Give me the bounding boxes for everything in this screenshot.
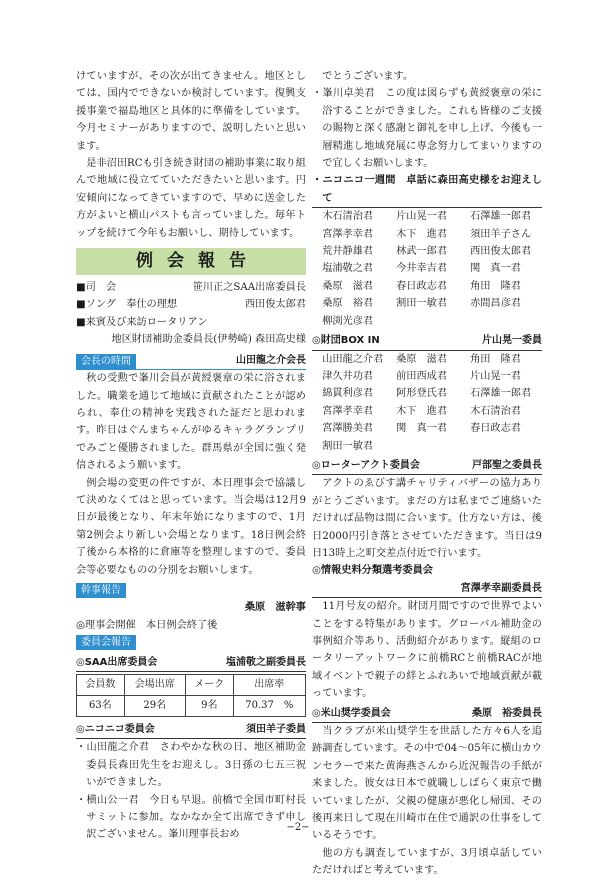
committee-tag: 委員会報告: [76, 635, 136, 650]
table-header-row: [77, 675, 306, 696]
list-item: 木石清治君: [322, 211, 374, 223]
mine-item: ・峯川卓美君 この度は図らずも黄綬褒章の栄に浴することができました。これも皆様のご支援の賜物と深く感謝と御礼を申し上げ、今後も一層精進し地域発展に専念努力してまいりますので宜しくお願いします。: [312, 88, 542, 170]
list-item: 津久井功君: [322, 370, 374, 382]
list-item: 桑原 裕君: [322, 298, 374, 310]
list-item: 宮澤孝幸君: [322, 405, 374, 417]
rac-header: [312, 457, 542, 475]
weekly-names: [312, 208, 542, 330]
list-item: 片山晃一君: [470, 370, 521, 382]
meeting-report-heading: 例会報告: [76, 248, 306, 275]
president-name: 山田龍之介会長: [236, 354, 306, 366]
list-item: 宮澤勝美君: [322, 423, 374, 435]
list-item: 宮澤孝幸君: [322, 228, 374, 240]
list-item: 桑原 滋君: [396, 353, 448, 365]
rac-paragraph: アクトのゑびす講チャリティバザーの協力ありがとうございます。まだの方は私までご連絡いただければ品物は間に合います。仕方ない方は、後日2000円引き落とさせていただきます。当日は9日13時上之町交差点付近で行います。: [312, 478, 542, 559]
yone-header: [312, 705, 542, 723]
box-names: [312, 351, 542, 455]
rac-title: ◎ローターアクト委員会: [312, 459, 420, 471]
weekly-title: ・ニコニコ一週間 卓話に森田高史様をお迎えして: [312, 172, 542, 208]
program-label: ■ソング 奉仕の理想: [76, 299, 178, 311]
program-value: 西田俊太郎君: [244, 299, 306, 311]
list-item: 角田 隆君: [470, 280, 521, 292]
table-header-cell: メーク: [185, 675, 233, 696]
attendance-table: [76, 674, 306, 717]
box-name: 片山晃一委員: [482, 335, 542, 347]
niko-title: ◎ニコニコ委員会: [76, 724, 155, 735]
saa-title: ◎SAA出席委員会: [76, 656, 158, 668]
president-tag: 会長の時間: [76, 354, 136, 369]
table-header-cell: 会員数: [77, 675, 125, 696]
box-title: ◎財団BOX IN: [312, 335, 380, 347]
list-item: 山田龍之介君: [322, 353, 384, 365]
list-item: 春日政志君: [470, 423, 521, 435]
list-item: 桑原 滋君: [322, 280, 374, 292]
info-paragraph: 11月号友の紹介。財団月間ですので世界でよいことをする特集があります。グローバル補助金の事例紹介等あり、活動紹介があります。縦組のロータリーアットワークに前橋RCと前橋RACが地域イベントで親子の絆とふれあいで地域貢献が載っています。: [312, 601, 542, 700]
table-cell: 70.37 %: [233, 696, 305, 717]
list-item: 阿形登氏君: [396, 388, 448, 400]
saa-header: [76, 654, 306, 672]
table-row: [77, 696, 306, 717]
yone-name: 桑原 裕委員長: [472, 707, 542, 719]
table-header-cell: 出席率: [233, 675, 305, 696]
program-chair: [76, 279, 306, 296]
list-item: 木下 進君: [396, 405, 448, 417]
table-cell: 63名: [77, 696, 125, 717]
list-item: 林武一郎君: [396, 246, 448, 258]
guest-line: 地区財団補助金委員長(伊勢崎) 森田高史様: [111, 334, 306, 346]
program-label: ■来賓及び来訪ロータリアン: [76, 316, 208, 328]
page-number: −2−: [286, 822, 310, 833]
table-cell: 29名: [124, 696, 185, 717]
program-label: ■司 会: [76, 282, 117, 294]
rac-name: 戸部聖之委員長: [472, 459, 542, 471]
list-item: 石澤雄一郎君: [470, 211, 532, 223]
niko-item-2: ・横山公一君 今日も早退。前橋で全国市町村長サミットに参加。なかなか全て出席できず申し訳ございません。峯川理事長おめ: [76, 794, 306, 841]
list-item: 塩浦敬之君: [322, 263, 374, 275]
info-title: ◎情報史料分類選考委員会: [312, 565, 433, 577]
list-item: 赤間昌彦君: [470, 298, 521, 310]
niko-name: 須田羊子委員: [246, 724, 306, 735]
president-section-header: [76, 352, 306, 370]
table-cell: 9名: [185, 696, 233, 717]
right-column: [312, 68, 542, 880]
niko-item-1: ・山田龍之介君 さわやかな秋の日、地区補助金委員長森田先生をお迎えし。3日孫の七五三祝いができました。: [76, 742, 306, 789]
left-column: [76, 68, 306, 844]
president-paragraph-2: 例会場の変更の件ですが、本日理事会で協議して決めなくてはと思っています。当会場は12月9日が最後となり、年末年始になりますので、1月第2例会より新しい会場となります。18日例会終了後から本格的に倉庫等を整理しますので、委員会等必要なものの分別をお願いします。: [76, 477, 306, 576]
program-song: [76, 296, 306, 313]
secretary-tag: 幹事報告: [76, 583, 126, 598]
list-item: 割田一敏君: [322, 440, 374, 452]
list-item: 前田西成君: [396, 370, 448, 382]
list-item: 柳渕光彦君: [322, 315, 374, 327]
yone-title: ◎米山奨学委員会: [312, 707, 391, 719]
secretary-item: ◎理事会開催 本日例会終了後: [76, 619, 218, 631]
program-value: 笹川正之SAA出席委員長: [192, 282, 306, 294]
yone-paragraph-1: 当クラブが米山奨学生を世話した方々6人を追跡調査しています。その中で04～05年に横山カウンセラーで来た黄海燕さんから近況報告の手紙が来ました。彼女は日本で就職ししばらく東京で働いていましたが、父親の健康が悪化し帰国、その後再来日して現在川崎市在住で通訳の仕事をしているそうです。: [312, 726, 542, 842]
list-item: 割田一敏君: [396, 298, 448, 310]
yone-paragraph-2: 他の方も調査していますが、3月頃卓話していただければと考えています。: [312, 847, 542, 877]
info-name: 宮澤孝幸副委員長: [312, 580, 542, 598]
list-item: 木石清治君: [470, 405, 521, 417]
niko-header: [76, 721, 306, 739]
list-item: 木下 進君: [396, 228, 448, 240]
intro-paragraph-1: けていますが、その次が出てきません。地区としては、国内でできないか検討しています。復興支援事業で福島地区と具体的に準備をしています。今月セミナーがありますので、説明したいと思います。: [76, 71, 306, 152]
list-item: 石澤雄一郎君: [470, 388, 532, 400]
list-item: 綿貫利彦君: [322, 388, 374, 400]
list-item: 須田羊子さん: [470, 228, 532, 240]
list-item: 関 真一君: [470, 263, 521, 275]
intro-paragraph-2: 是非沼田RCも引き続き財団の補助事業に取り組んで地域に役立てていただきたいと思います。円安傾向になってきていますので、早めに送金した方がよいと横山パストも言っていました。毎年トップを続けて今年もお願いし、期待しています。: [76, 158, 306, 239]
list-item: 西田俊太郎君: [470, 246, 532, 258]
secretary-section-header: [76, 582, 306, 599]
program-guests: [76, 314, 306, 331]
continued-line: でとうございます。: [322, 71, 414, 82]
list-item: 荒井静雄君: [322, 246, 374, 258]
box-header: [312, 332, 542, 350]
committee-section-header: [76, 634, 306, 651]
list-item: 今井幸吉君: [396, 263, 448, 275]
list-item: 春日政志君: [396, 280, 448, 292]
list-item: 関 真一君: [396, 423, 448, 435]
president-paragraph-1: 秋の受勲で峯川会員が黄綬褒章の栄に浴されました。職業を通じて地域に貢献されたことが認められ、奉仕の精神を実践された証だと思われます。昨日はぐんまちゃんがゆるキャラグランプリでみごと優勝されました。群馬県が全国に強く発信されるよう願います。: [76, 373, 306, 472]
table-header-cell: 会場出席: [124, 675, 185, 696]
saa-name: 塩浦敬之副委員長: [226, 656, 306, 668]
list-item: 角田 隆君: [470, 353, 521, 365]
secretary-name: 桑原 滋幹事: [244, 602, 306, 614]
list-item: 片山晃一君: [396, 211, 448, 223]
